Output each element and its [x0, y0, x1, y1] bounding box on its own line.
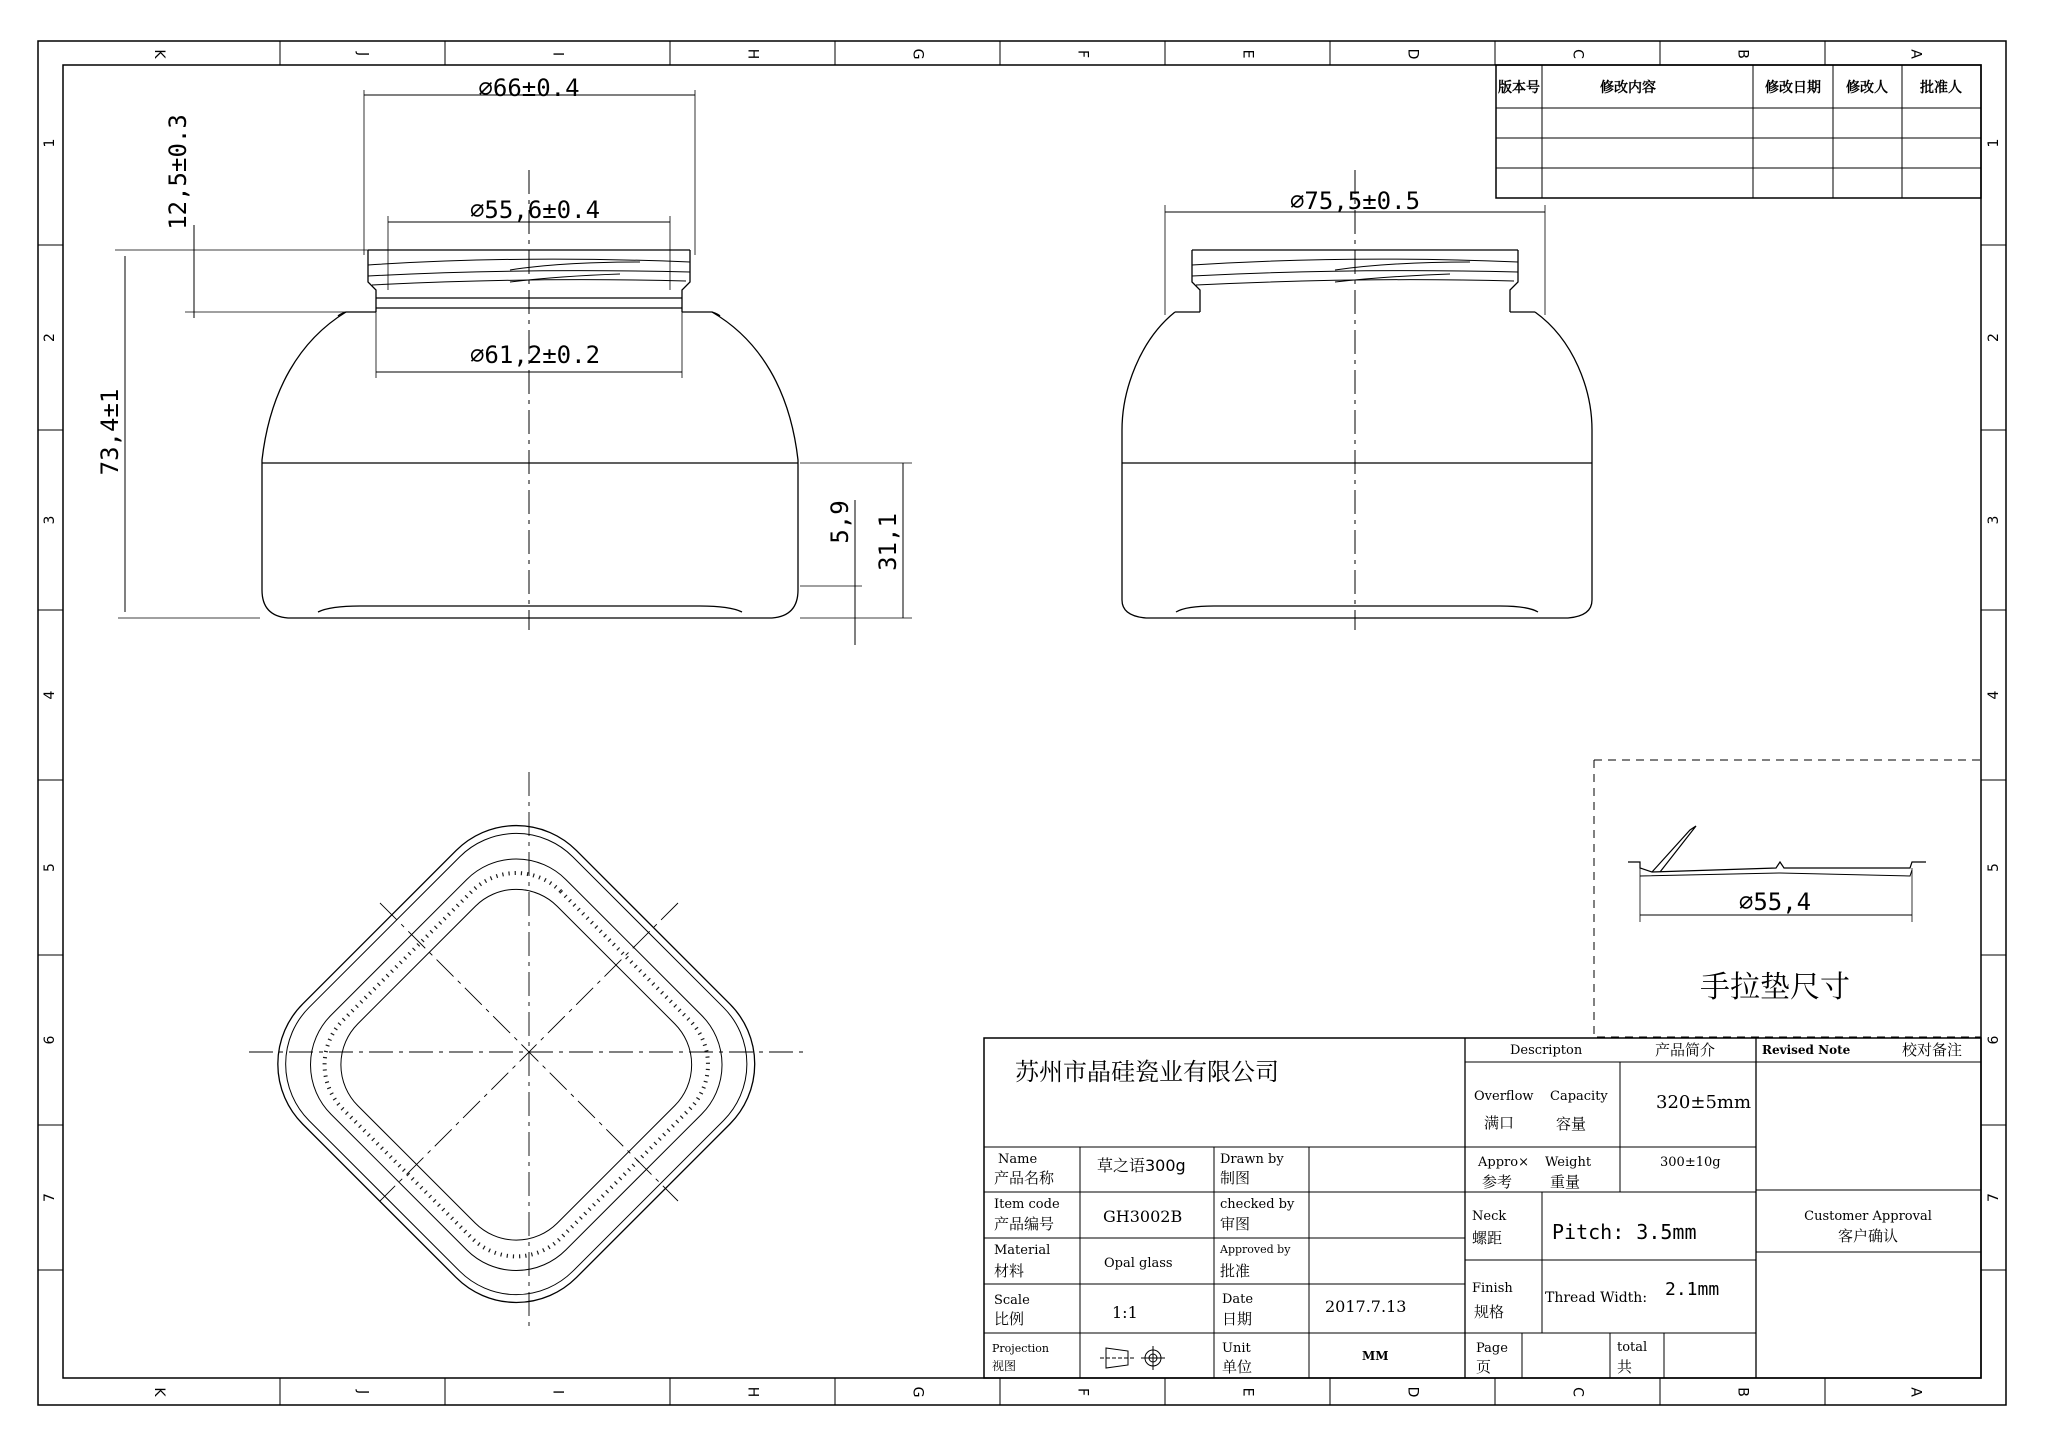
overflow-en: Overflow: [1474, 1089, 1534, 1104]
zone-label-bottom: B: [1734, 1387, 1751, 1397]
zone-label-right: 3: [1986, 515, 2002, 525]
zone-label-bottom: H: [744, 1386, 761, 1398]
company-name: 苏州市晶硅瓷业有限公司: [1015, 1058, 1279, 1086]
name-label-cn: 产品名称: [994, 1169, 1055, 1187]
zone-label-right: 6: [1986, 1035, 2002, 1045]
dim-neck-diameter: ⌀61,2±0.2: [469, 341, 601, 369]
product-name-value: 草之语300g: [1097, 1156, 1186, 1175]
page-cn: 页: [1476, 1358, 1492, 1376]
pitch-value: Pitch: 3.5mm: [1552, 1220, 1697, 1244]
drawn-by-cn: 制图: [1220, 1169, 1251, 1187]
rev-header-date: 修改日期: [1765, 80, 1821, 96]
zone-label-bottom: C: [1569, 1387, 1586, 1397]
zone-label-left: 4: [42, 690, 58, 700]
zone-label-top: H: [744, 48, 761, 60]
date-cn: 日期: [1222, 1310, 1253, 1328]
zone-label-top: C: [1569, 49, 1586, 59]
zone-label-bottom: G: [909, 1386, 926, 1398]
customer-approval-cn: 客户确认: [1837, 1227, 1899, 1245]
drawn-by-en: Drawn by: [1220, 1152, 1284, 1167]
total-cn: 共: [1617, 1358, 1633, 1376]
zone-label-left: 5: [42, 863, 58, 872]
checked-by-cn: 审图: [1220, 1215, 1251, 1233]
customer-approval-en: Customer Approval: [1804, 1209, 1932, 1224]
zone-label-top: J: [354, 51, 371, 57]
approx-en: Appro×: [1478, 1155, 1529, 1170]
dim-base-height: 5,9: [826, 500, 854, 544]
zone-label-bottom: F: [1074, 1387, 1091, 1397]
capacity-cn: 容量: [1556, 1115, 1587, 1133]
weight-cn: 重量: [1550, 1173, 1581, 1191]
neck-en: Neck: [1472, 1209, 1507, 1224]
front-view-dimensions: [96, 74, 902, 571]
top-view: [243, 772, 809, 1338]
projection-cn: 视图: [992, 1359, 1017, 1373]
approved-by-cn: 批准: [1220, 1262, 1251, 1280]
zone-label-left: 6: [42, 1035, 58, 1045]
zone-label-top: I: [549, 51, 566, 57]
rev-header-content: 修改内容: [1600, 80, 1656, 96]
overflow-cn: 满口: [1484, 1114, 1515, 1132]
scale-en: Scale: [994, 1293, 1030, 1308]
material-cn: 材料: [994, 1262, 1025, 1280]
dim-top-diameter: ⌀66±0.4: [478, 74, 580, 102]
unit-en: Unit: [1222, 1341, 1251, 1356]
total-en: total: [1617, 1340, 1648, 1355]
rev-header-approver: 批准人: [1920, 80, 1962, 96]
rev-header-version: 版本号: [1498, 80, 1540, 96]
unit-value: MM: [1362, 1349, 1389, 1363]
zone-label-bottom: I: [549, 1389, 566, 1395]
pad-caption: 手拉垫尺寸: [1700, 970, 1850, 1005]
zone-label-top: D: [1404, 48, 1421, 60]
zone-label-left: 3: [42, 515, 58, 525]
zone-label-right: 5: [1986, 863, 2002, 872]
date-value: 2017.7.13: [1325, 1297, 1407, 1316]
dim-label-height: 31,1: [874, 513, 902, 571]
revised-note-en: Revised Note: [1762, 1043, 1851, 1057]
item-code-en: Item code: [994, 1197, 1060, 1212]
material-en: Material: [994, 1243, 1051, 1258]
zone-label-bottom: J: [354, 1389, 371, 1395]
revised-note-cn: 校对备注: [1902, 1041, 1963, 1059]
zone-label-top: F: [1074, 49, 1091, 59]
scale-value: 1:1: [1112, 1303, 1138, 1322]
dim-total-height: 73,4±1: [96, 388, 124, 476]
date-en: Date: [1222, 1292, 1254, 1307]
zone-labels: [42, 49, 2002, 1398]
item-code-value: GH3002B: [1103, 1207, 1183, 1226]
zone-label-bottom: D: [1404, 1386, 1421, 1398]
dim-body-diameter: ⌀75,5±0.5: [1289, 187, 1421, 215]
pad-diameter: ⌀55,4: [1738, 888, 1812, 916]
scale-cn: 比例: [994, 1310, 1025, 1328]
capacity-value: 320±5mm: [1656, 1092, 1752, 1113]
neck-cn: 螺距: [1472, 1229, 1503, 1247]
approx-cn: 参考: [1482, 1173, 1513, 1191]
approved-by-en: Approved by: [1220, 1243, 1291, 1256]
finish-cn: 规格: [1474, 1303, 1505, 1321]
unit-cn: 单位: [1222, 1358, 1253, 1376]
dim-finish-height: 12,5±0.3: [164, 114, 192, 230]
name-label-en: Name: [998, 1152, 1038, 1167]
zone-label-right: 7: [1986, 1193, 2002, 1202]
revision-table: [1496, 65, 1981, 198]
capacity-en: Capacity: [1550, 1089, 1608, 1104]
zone-label-left: 2: [42, 333, 58, 342]
zone-label-top: G: [909, 48, 926, 60]
zone-label-top: A: [1907, 49, 1924, 59]
zone-label-top: K: [151, 49, 167, 59]
projection-symbol-icon: [1100, 1346, 1165, 1370]
side-view: [1122, 170, 1592, 630]
page-en: Page: [1476, 1341, 1508, 1356]
zone-label-top: E: [1239, 49, 1256, 59]
title-block-text: [992, 1041, 1962, 1376]
weight-value: 300±10g: [1660, 1155, 1721, 1170]
zone-label-bottom: E: [1239, 1387, 1256, 1397]
item-code-cn: 产品编号: [994, 1215, 1055, 1233]
checked-by-en: checked by: [1220, 1197, 1295, 1212]
desc-en: Descripton: [1510, 1043, 1583, 1058]
thread-width-label: Thread Width:: [1545, 1290, 1648, 1306]
rev-header-modifier: 修改人: [1846, 80, 1888, 96]
zone-label-left: 7: [42, 1193, 58, 1202]
zone-label-left: 1: [42, 138, 58, 148]
zone-label-bottom: A: [1907, 1387, 1924, 1397]
desc-cn: 产品简介: [1655, 1041, 1716, 1059]
zone-label-top: B: [1734, 49, 1751, 59]
zone-label-right: 4: [1986, 690, 2002, 700]
projection-en: Projection: [992, 1342, 1050, 1355]
weight-en: Weight: [1545, 1155, 1592, 1170]
finish-en: Finish: [1472, 1281, 1513, 1296]
zone-label-right: 2: [1986, 333, 2002, 342]
zone-label-bottom: K: [151, 1387, 167, 1397]
thread-width-value: 2.1mm: [1665, 1279, 1720, 1300]
zone-label-right: 1: [1986, 138, 2002, 148]
dim-thread-diameter: ⌀55,6±0.4: [469, 196, 601, 224]
material-value: Opal glass: [1104, 1256, 1173, 1271]
